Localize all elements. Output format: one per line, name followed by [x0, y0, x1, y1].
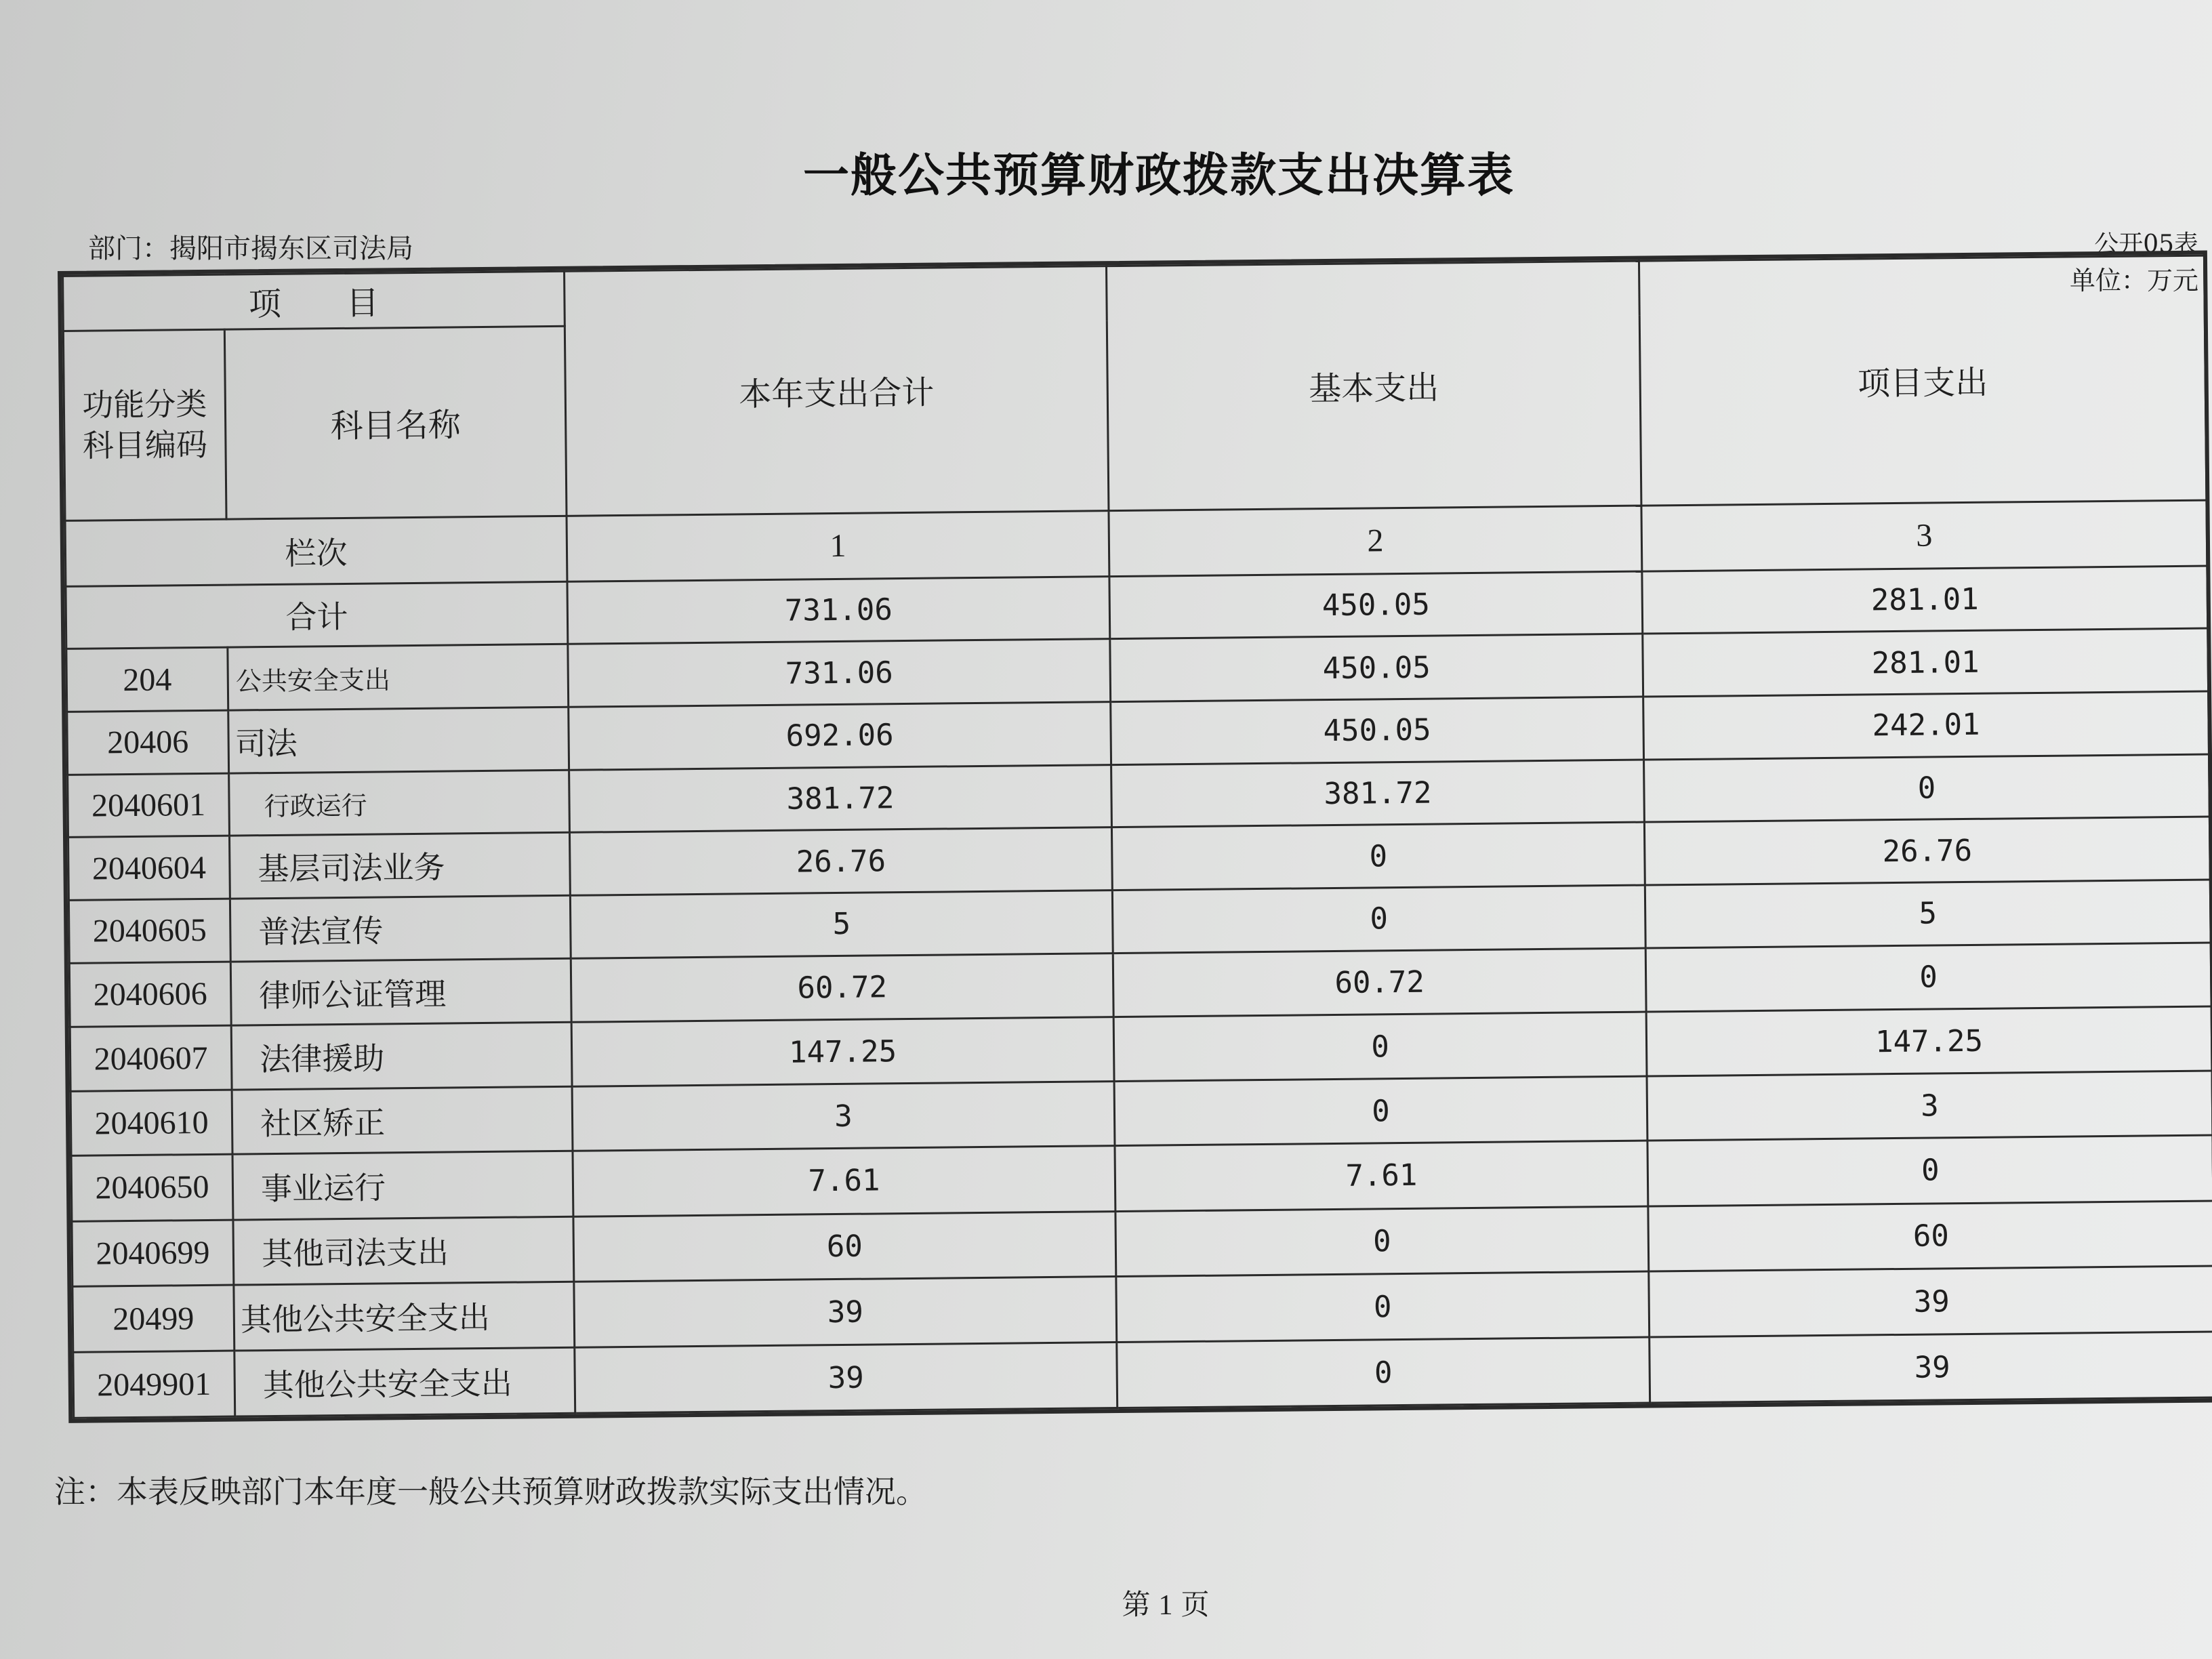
- row-name: 律师公证管理: [230, 958, 571, 1026]
- row-name: 基层司法业务: [230, 833, 571, 899]
- row-c3: 39: [1649, 1266, 2212, 1337]
- row-c1: 3: [572, 1082, 1115, 1151]
- form-number: 公开05表: [2094, 230, 2198, 258]
- row-c3: 0: [1645, 943, 2211, 1012]
- row-c2: 0: [1116, 1271, 1650, 1342]
- row-code: 2040606: [69, 962, 231, 1027]
- row-c3: 147.25: [1646, 1006, 2212, 1076]
- page-number: 1: [1158, 1590, 1173, 1621]
- row-c1: 60.72: [571, 953, 1113, 1022]
- page-footer: [0, 1582, 2212, 1623]
- header-basic-expenditure: 基本支出: [1107, 261, 1641, 510]
- row-c1: 39: [575, 1343, 1118, 1414]
- row-c2: 381.72: [1111, 760, 1645, 827]
- row-c1: 26.76: [570, 827, 1113, 895]
- row-c2: 0: [1111, 822, 1645, 890]
- row-code: 2040604: [68, 836, 230, 900]
- row-code: 2040607: [70, 1026, 232, 1092]
- row-c1: 692.06: [569, 702, 1111, 770]
- row-code: 2040650: [71, 1154, 233, 1221]
- total-row-c2: 450.05: [1109, 571, 1643, 639]
- row-c3: 242.01: [1643, 691, 2209, 760]
- row-c3: 39: [1650, 1332, 2212, 1403]
- row-name: 其他公共安全支出: [234, 1282, 575, 1351]
- row-name: 法律援助: [231, 1023, 572, 1090]
- row-name: 事业运行: [232, 1151, 573, 1220]
- row-code: 2040601: [68, 773, 230, 838]
- row-c2: 0: [1117, 1337, 1650, 1408]
- row-c1: 147.25: [571, 1017, 1114, 1086]
- row-c3: 60: [1648, 1201, 2212, 1272]
- row-name: 其他公共安全支出: [234, 1347, 575, 1416]
- header-function-code: [63, 329, 226, 520]
- page-footer-suffix: 页: [1181, 1588, 1210, 1621]
- header-subject-name: 科目名称: [224, 326, 567, 519]
- department-label: 部门：揭阳市揭东区司法局: [88, 233, 413, 264]
- row-name: 行政运行: [229, 770, 570, 836]
- row-name: 社区矫正: [232, 1086, 573, 1154]
- row-code: 2040605: [68, 899, 230, 963]
- row-c3: 281.01: [1643, 628, 2209, 697]
- unit-label: 单位：万元: [2069, 266, 2198, 295]
- row-c3: 5: [1645, 880, 2211, 948]
- row-c3: 26.76: [1644, 817, 2210, 885]
- row-c1: 731.06: [568, 639, 1111, 707]
- row-c1: 60: [573, 1211, 1116, 1282]
- row-code: 2040610: [70, 1090, 232, 1155]
- row-c3: 0: [1647, 1135, 2212, 1206]
- row-c2: 60.72: [1113, 948, 1646, 1017]
- header-function-code-text: 功能分类科目编码: [82, 386, 208, 464]
- row-code: 2040699: [72, 1220, 234, 1287]
- total-row-c3: 281.01: [1642, 566, 2208, 634]
- row-c2: 450.05: [1110, 634, 1643, 701]
- header-project-expenditure: 项目支出: [1639, 255, 2206, 506]
- row-c3: 0: [1644, 754, 2210, 823]
- row-c2: 450.05: [1111, 697, 1644, 764]
- header-total-expenditure: 本年支出合计: [565, 266, 1109, 516]
- row-c1: 381.72: [569, 764, 1112, 832]
- table-note: 注：本表反映部门本年度一般公共预算财政拨款实际支出情况。: [54, 1473, 927, 1510]
- total-row-label: 合计: [66, 581, 568, 649]
- page-title: 一般公共预算财政拨款支出决算表: [802, 148, 1515, 203]
- row-c2: 0: [1114, 1076, 1647, 1145]
- column-index-3: 3: [1641, 500, 2207, 571]
- row-c1: 39: [574, 1277, 1117, 1347]
- row-name: 公共安全支出: [228, 644, 569, 711]
- row-c2: 0: [1115, 1206, 1649, 1277]
- row-name: 其他司法支出: [233, 1216, 574, 1286]
- row-c1: 5: [570, 890, 1113, 958]
- column-index-1: 1: [567, 510, 1109, 581]
- row-code: 2049901: [73, 1351, 235, 1418]
- row-c2: 0: [1112, 885, 1645, 953]
- row-c1: 7.61: [573, 1145, 1115, 1216]
- row-c2: 0: [1113, 1012, 1647, 1081]
- page-footer-prefix: 第: [1122, 1588, 1151, 1621]
- row-code: 204: [66, 647, 228, 712]
- row-name: 普法宣传: [230, 895, 571, 962]
- expenditure-table-frame: [58, 251, 2212, 1423]
- row-c2: 7.61: [1115, 1141, 1648, 1211]
- row-c3: 3: [1647, 1071, 2212, 1141]
- column-index-2: 2: [1109, 506, 1642, 576]
- row-name: 司法: [228, 707, 569, 773]
- header-item: 项 目: [63, 271, 565, 331]
- total-row-c1: 731.06: [567, 576, 1110, 644]
- row-code: 20406: [67, 710, 229, 775]
- row-code: 20499: [73, 1285, 234, 1352]
- expenditure-table: [62, 255, 2212, 1419]
- column-index-label: 栏次: [65, 516, 567, 586]
